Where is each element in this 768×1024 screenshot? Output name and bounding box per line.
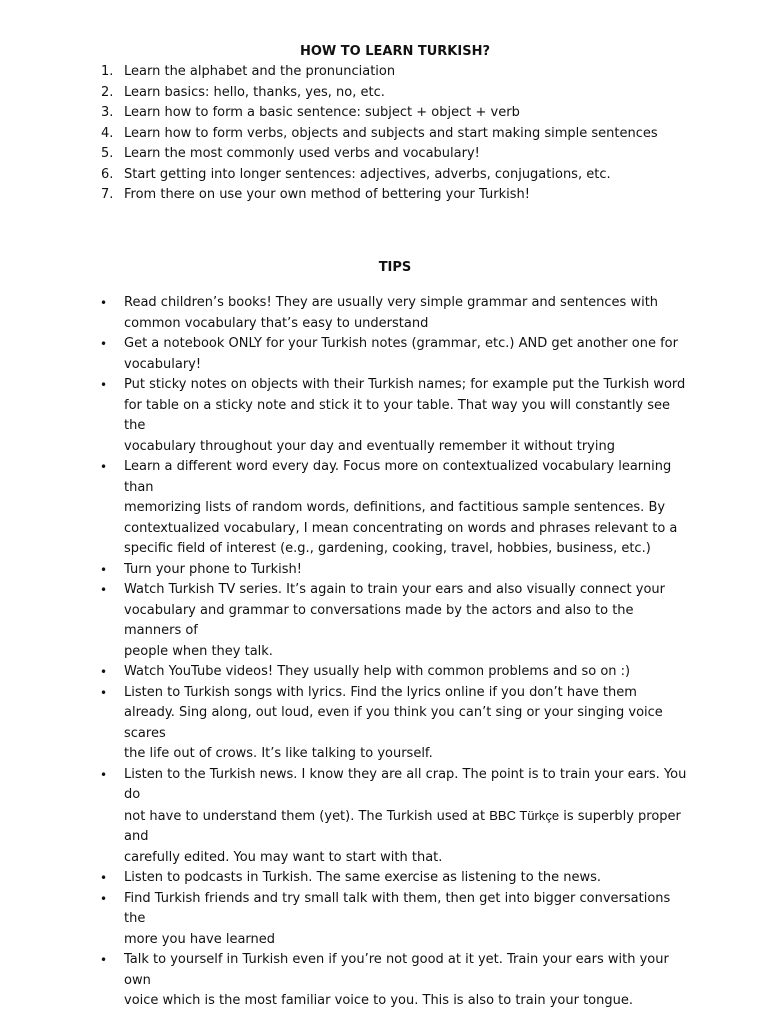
list-item (0, 765, 694, 869)
step-number: 1. (101, 64, 114, 79)
tip-text-line: already. Sing along, out loud, even if you think you can’t sing or your singing voice scares (124, 705, 663, 741)
tip-text-line: Find Turkish friends and try small talk with them, then get into bigger conversations the (124, 890, 671, 926)
step-number: 6. (101, 166, 114, 182)
tip-text-line: Listen to podcasts in Turkish. The same exercise as listening to the news. (124, 870, 602, 885)
tip-text-line: Watch Turkish TV series. It’s again to train your ears and also visually connect your (124, 582, 666, 597)
bullet-icon: • (100, 953, 108, 967)
bullet-icon: • (100, 296, 108, 310)
step-number: 4. (101, 125, 114, 141)
step-text: Start getting into longer sentences: adjectives, adverbs, conjugations, etc. (124, 166, 611, 182)
list-item (0, 457, 694, 560)
step-number: 7. (101, 187, 114, 202)
tip-text-line: voice which is the most familiar voice to you. This is also to train your tongue. (124, 993, 633, 1008)
list-item (0, 662, 694, 683)
tip-text-line: for table on a sticky note and stick it to your table. That way you will constantly see the (124, 397, 671, 433)
tip-text-line: Turn your phone to Turkish! (124, 561, 302, 577)
list-item (0, 124, 694, 145)
tip-text-line: Read children’s books! They are usually very simple grammar and sentences with (124, 295, 659, 310)
list-item (0, 375, 694, 457)
tip-text-line: memorizing lists of random words, definitions, and factitious sample sentences. By (124, 500, 666, 515)
list-item (0, 144, 694, 165)
bullet-icon: • (100, 460, 108, 474)
step-text: Learn the alphabet and the pronunciation (124, 64, 396, 79)
step-text: Learn the most commonly used verbs and vocabulary! (124, 146, 480, 161)
list-item (0, 185, 694, 206)
tip-text-line: vocabulary and grammar to conversations made by the actors and also to the manners of (124, 602, 634, 638)
bullet-icon: • (100, 685, 108, 700)
tips-heading: TIPS (378, 260, 412, 275)
tip-text-line: vocabulary throughout your day and eventually remember it without trying (124, 438, 615, 454)
list-item (0, 868, 694, 889)
step-number: 5. (101, 146, 114, 161)
tip-text-line: the life out of crows. It’s like talking to yourself. (124, 746, 433, 761)
tip-text-line: contextualized vocabulary, I mean concentrating on words and phrases relevant to a (124, 520, 678, 536)
tip-text-line: specific field of interest (e.g., gardening, cooking, travel, hobbies, business, etc.) (124, 541, 651, 556)
list-item (0, 83, 694, 104)
bullet-icon: • (100, 891, 108, 906)
step-text: From there on use your own method of bettering your Turkish! (124, 187, 530, 202)
step-text: Learn how to form a basic sentence: subject + object + verb (124, 105, 520, 120)
step-number: 3. (101, 105, 114, 120)
step-text: Learn how to form verbs, objects and subjects and start making simple sentences (124, 125, 658, 141)
tip-text-line: Talk to yourself in Turkish even if you’re not good at it yet. Train your ears with your own (124, 952, 669, 988)
list-item (0, 62, 694, 83)
list-item (0, 293, 694, 334)
tip-text-line: carefully edited. You may want to start with that. (124, 849, 443, 865)
bullet-icon: • (100, 871, 108, 885)
list-item (0, 950, 694, 1012)
bullet-icon: • (100, 562, 108, 577)
tip-text-line: common vocabulary that’s easy to understand (124, 315, 429, 331)
tip-text-line: people when they talk. (124, 643, 273, 659)
step-number: 2. (101, 84, 114, 100)
tip-text-line: vocabulary! (124, 356, 202, 372)
tips-list (0, 293, 694, 1012)
tip-text-line: not have to understand them (yet). The Turkish used at (124, 808, 490, 824)
tip-text-line: Listen to the Turkish news. I know they are all crap. The point is to train your ears. You do (124, 766, 687, 802)
bbc-turkce-link[interactable]: BBC Türkçe (489, 807, 560, 823)
bullet-icon: • (100, 583, 108, 597)
tip-text-line: Get a notebook ONLY for your Turkish notes (grammar, etc.) AND get another one for (124, 336, 678, 351)
tip-text-line: Put sticky notes on objects with their Turkish names; for example put the Turkish word (124, 377, 686, 392)
document-title: HOW TO LEARN TURKISH? (299, 44, 490, 59)
list-item (0, 560, 694, 581)
list-item (0, 889, 694, 951)
tip-text-line: more you have learned (124, 931, 276, 947)
list-item (0, 165, 694, 186)
tip-text-line: Listen to Turkish songs with lyrics. Find the lyrics online if you don’t have them (124, 684, 637, 700)
tip-text-line: Learn a different word every day. Focus more on contextualized vocabulary learning than (124, 459, 672, 495)
bullet-icon: • (100, 767, 108, 782)
step-text: Learn basics: hello, thanks, yes, no, etc. (124, 84, 385, 100)
list-item (0, 580, 694, 662)
bullet-icon: • (100, 337, 108, 351)
tip-text-line: Watch YouTube videos! They usually help with common problems and so on :) (124, 664, 631, 679)
bullet-icon: • (100, 665, 108, 679)
bullet-icon: • (100, 378, 108, 392)
steps-list (0, 62, 694, 206)
list-item (0, 683, 694, 765)
tip-text-line: is superbly proper and (124, 808, 681, 844)
list-item (0, 334, 694, 375)
list-item (0, 103, 694, 124)
